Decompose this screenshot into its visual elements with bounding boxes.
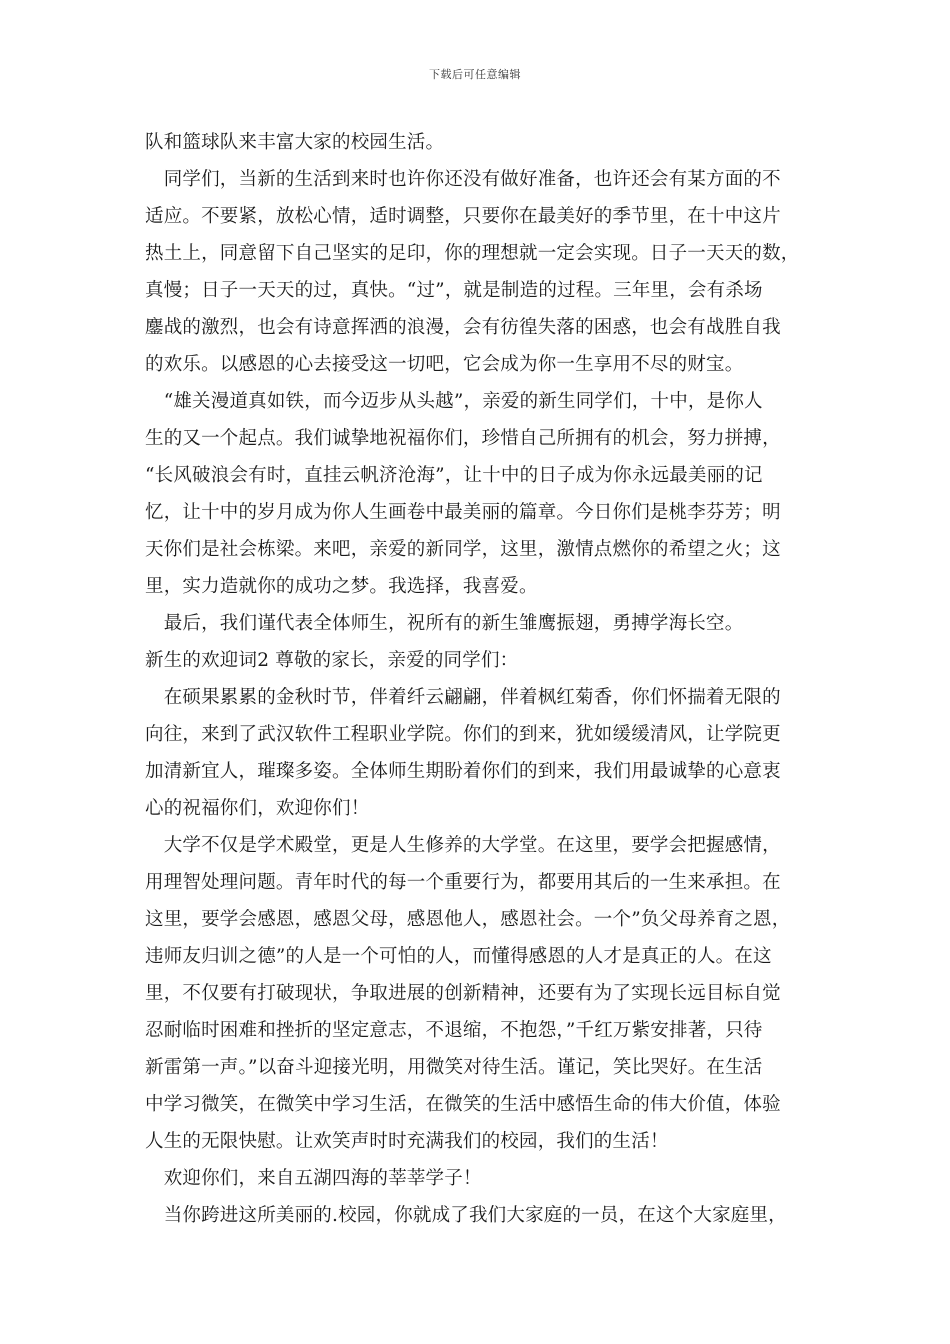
text-line: 鏖战的激烈，也会有诗意挥洒的浪漫，会有彷徨失落的困惑，也会有战胜自我 — [145, 317, 781, 338]
text-line: “长风破浪会有时，直挂云帆济沧海”，让十中的日子成为你永远最美丽的记 — [145, 465, 763, 486]
text-line: 同学们，当新的生活到来时也许你还没有做好准备，也许还会有某方面的不 — [145, 169, 781, 190]
text-line: 在硕果累累的金秋时节，伴着纤云翩翩，伴着枫红菊香，你们怀揣着无限的 — [145, 687, 781, 708]
text-line: 忍耐临时困难和挫折的坚定意志，不退缩，不抱怨，”千红万紫安排著，只待 — [145, 1020, 763, 1041]
text-line: 大学不仅是学术殿堂，更是人生修养的大学堂。在这里，要学会把握感情， — [145, 835, 781, 856]
text-line: 生的又一个起点。我们诚挚地祝福你们，珍惜自己所拥有的机会，努力拼搏， — [145, 428, 781, 449]
text-line: 加清新宜人，璀璨多姿。全体师生期盼着你们的到来，我们用最诚挚的心意衷 — [145, 761, 781, 782]
text-line: 真慢；日子一天天的过，真快。“过”，就是制造的过程。三年里，会有杀场 — [145, 280, 763, 301]
text-line: “雄关漫道真如铁，而今迈步从头越”，亲爱的新生同学们，十中，是你人 — [145, 391, 763, 412]
text-line: 欢迎你们，来自五湖四海的莘莘学子！ — [145, 1168, 482, 1189]
text-line: 用理智处理问题。青年时代的每一个重要行为，都要用其后的一生来承担。在 — [145, 872, 781, 893]
text-line: 中学习微笑，在微笑中学习生活，在微笑的生活中感悟生命的伟大价值，体验 — [145, 1094, 781, 1115]
text-line: 最后，我们谨代表全体师生，祝所有的新生雏鹰振翅，勇搏学海长空。 — [145, 613, 744, 634]
text-line: 忆，让十中的岁月成为你人生画卷中最美丽的篇章。今日你们是桃李芬芳；明 — [145, 502, 781, 523]
text-line: 人生的无限快慰。让欢笑声时时充满我们的校园，我们的生活！ — [145, 1131, 669, 1152]
text-line: 的欢乐。以感恩的心去接受这一切吧，它会成为你一生享用不尽的财宝。 — [145, 354, 744, 375]
text-line: 热土上，同意留下自己坚实的足印，你的理想就一定会实现。日子一天天的数， — [145, 243, 800, 264]
body-text — [145, 124, 817, 1234]
text-line: 心的祝福你们，欢迎你们！ — [145, 798, 370, 819]
text-line: 里，实力造就你的成功之梦。我选择，我喜爱。 — [145, 576, 538, 597]
text-line: 适应。不要紧，放松心情，适时调整，只要你在最美好的季节里，在十中这片 — [145, 206, 781, 227]
page-header: 下载后可任意编辑 — [429, 68, 521, 81]
text-line: 这里，要学会感恩，感恩父母，感恩他人，感恩社会。一个”负父母养育之恩， — [145, 909, 791, 930]
section-heading-line: 新生的欢迎词2 尊敬的家长，亲爱的同学们： — [145, 650, 519, 671]
text-line: 新雷第一声。”以奋斗迎接光明，用微笑对待生活。谨记，笑比哭好。在生活 — [145, 1057, 763, 1078]
text-line: 队和篮球队来丰富大家的校园生活。 — [145, 132, 445, 153]
text-line: 天你们是社会栋梁。来吧，亲爱的新同学，这里，激情点燃你的希望之火；这 — [145, 539, 781, 560]
text-line: 里，不仅要有打破现状，争取进展的创新精神，还要有为了实现长远目标自觉 — [145, 983, 781, 1004]
text-line: 向往，来到了武汉软件工程职业学院。你们的到来，犹如缓缓清风，让学院更 — [145, 724, 781, 745]
text-line: 当你跨进这所美丽的.校园，你就成了我们大家庭的一员，在这个大家庭里， — [145, 1205, 787, 1226]
text-line: 违师友归训之德”的人是一个可怕的人，而懂得感恩的人才是真正的人。在这 — [145, 946, 772, 967]
